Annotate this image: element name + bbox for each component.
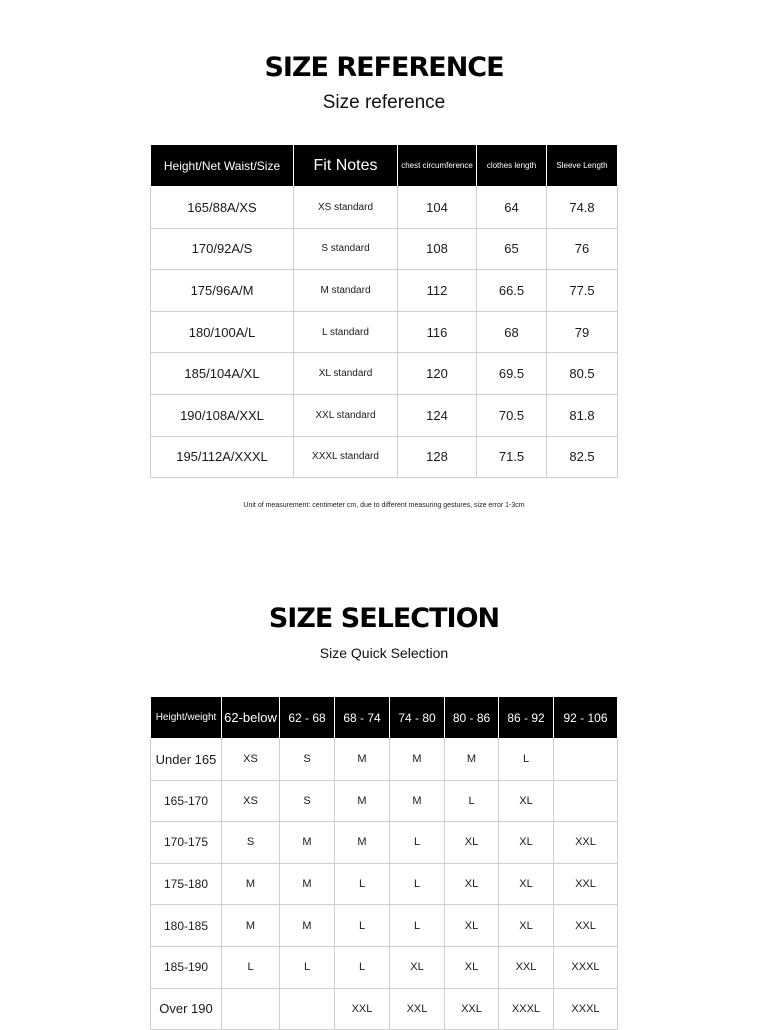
chest-cell: 108 [398,228,477,270]
size-cell: S [280,739,335,781]
height-range-cell: 180-185 [151,905,222,947]
size-cell: L [390,822,445,864]
size-cell: XS [222,739,280,781]
fit-cell: XXXL standard [294,436,398,478]
header-weight-range: 86 - 92 [499,697,554,739]
size-cell: 175/96A/M [151,270,294,312]
sleeve-cell: 80.5 [547,353,618,395]
table-row [151,822,618,864]
chest-cell: 124 [398,394,477,436]
size-cell [554,780,618,822]
size-cell: S [280,780,335,822]
header-clothes-length: clothes length [477,145,547,187]
length-cell: 68 [477,311,547,353]
size-cell: M [335,822,390,864]
size-cell: XL [445,905,499,947]
header-fit-notes: Fit Notes [294,145,398,187]
size-cell: M [445,739,499,781]
size-cell: S [222,822,280,864]
size-cell: M [335,780,390,822]
size-cell: M [222,905,280,947]
chest-cell: 128 [398,436,477,478]
size-cell: XXL [445,988,499,1030]
header-chest-circumference: chest circumference [398,145,477,187]
table-row [151,187,618,229]
height-range-cell: 170-175 [151,822,222,864]
table-row [151,863,618,905]
height-range-cell: Under 165 [151,739,222,781]
sleeve-cell: 79 [547,311,618,353]
height-range-cell: 165-170 [151,780,222,822]
chest-cell: 104 [398,187,477,229]
header-weight-range: 92 - 106 [554,697,618,739]
table-row [151,228,618,270]
size-cell: XXXL [554,988,618,1030]
size-cell: 190/108A/XXL [151,394,294,436]
fit-cell: XL standard [294,353,398,395]
size-cell: XXL [499,946,554,988]
table-row [151,988,618,1030]
size-cell [280,988,335,1030]
size-cell: 165/88A/XS [151,187,294,229]
header-sleeve-length: Sleeve Length [547,145,618,187]
size-cell: L [445,780,499,822]
length-cell: 70.5 [477,394,547,436]
size-cell: XL [445,863,499,905]
size-cell: L [222,946,280,988]
height-range-cell: 185-190 [151,946,222,988]
sleeve-cell: 76 [547,228,618,270]
header-weight-range: 68 - 74 [335,697,390,739]
size-cell: XL [445,946,499,988]
size-selection-table [150,696,618,1030]
table-row [151,780,618,822]
length-cell: 66.5 [477,270,547,312]
size-cell: XL [499,905,554,947]
size-cell: XXL [554,863,618,905]
chest-cell: 112 [398,270,477,312]
sleeve-cell: 82.5 [547,436,618,478]
size-cell: XXXL [499,988,554,1030]
sleeve-cell: 74.8 [547,187,618,229]
size-cell: XL [499,822,554,864]
table-row [151,905,618,947]
size-cell: M [280,822,335,864]
header-weight-range: 74 - 80 [390,697,445,739]
size-cell: L [335,863,390,905]
table-row [151,353,618,395]
size-cell: XL [445,822,499,864]
sleeve-cell: 77.5 [547,270,618,312]
size-cell: XXL [554,822,618,864]
fit-cell: M standard [294,270,398,312]
size-cell: XXL [335,988,390,1030]
size-cell: XL [499,780,554,822]
fit-cell: XS standard [294,187,398,229]
size-cell: 180/100A/L [151,311,294,353]
header-height-weight: Height/weight [151,697,222,739]
size-cell [554,739,618,781]
size-cell: 170/92A/S [151,228,294,270]
size-cell: M [280,905,335,947]
size-reference-subtitle: Size reference [322,92,446,113]
measurement-note: Unit of measurement: centimeter cm, due to different measuring gestures, size error 1-3cm [243,502,525,509]
size-cell: M [280,863,335,905]
table-row [151,946,618,988]
length-cell: 65 [477,228,547,270]
length-cell: 69.5 [477,353,547,395]
length-cell: 64 [477,187,547,229]
size-cell: L [390,905,445,947]
size-reference-title: SIZE REFERENCE [264,52,504,83]
height-range-cell: Over 190 [151,988,222,1030]
length-cell: 71.5 [477,436,547,478]
size-cell: XXL [554,905,618,947]
size-cell: 195/112A/XXXL [151,436,294,478]
table-row [151,394,618,436]
header-weight-range: 80 - 86 [445,697,499,739]
size-cell: XS [222,780,280,822]
table-row [151,270,618,312]
table-header-row [151,145,618,187]
header-height-waist-size: Height/Net Waist/Size [151,145,294,187]
table-row [151,739,618,781]
fit-cell: S standard [294,228,398,270]
header-weight-range: 62 - 68 [280,697,335,739]
size-cell: M [390,780,445,822]
size-cell: L [499,739,554,781]
size-cell: L [335,905,390,947]
size-cell: XXL [390,988,445,1030]
size-cell: XXXL [554,946,618,988]
size-cell: L [335,946,390,988]
size-cell: M [222,863,280,905]
chest-cell: 120 [398,353,477,395]
size-cell: L [390,863,445,905]
table-row [151,436,618,478]
fit-cell: XXL standard [294,394,398,436]
size-cell: L [280,946,335,988]
size-cell: XL [499,863,554,905]
size-selection-subtitle: Size Quick Selection [319,645,449,661]
size-cell: XL [390,946,445,988]
fit-cell: L standard [294,311,398,353]
size-cell: 185/104A/XL [151,353,294,395]
height-range-cell: 175-180 [151,863,222,905]
size-selection-title: SIZE SELECTION [268,603,500,634]
size-reference-table [150,144,618,478]
size-cell: M [335,739,390,781]
table-row [151,311,618,353]
chest-cell: 116 [398,311,477,353]
size-cell [222,988,280,1030]
size-cell: M [390,739,445,781]
sleeve-cell: 81.8 [547,394,618,436]
header-weight-range: 62-below [222,697,280,739]
table-header-row [151,697,618,739]
